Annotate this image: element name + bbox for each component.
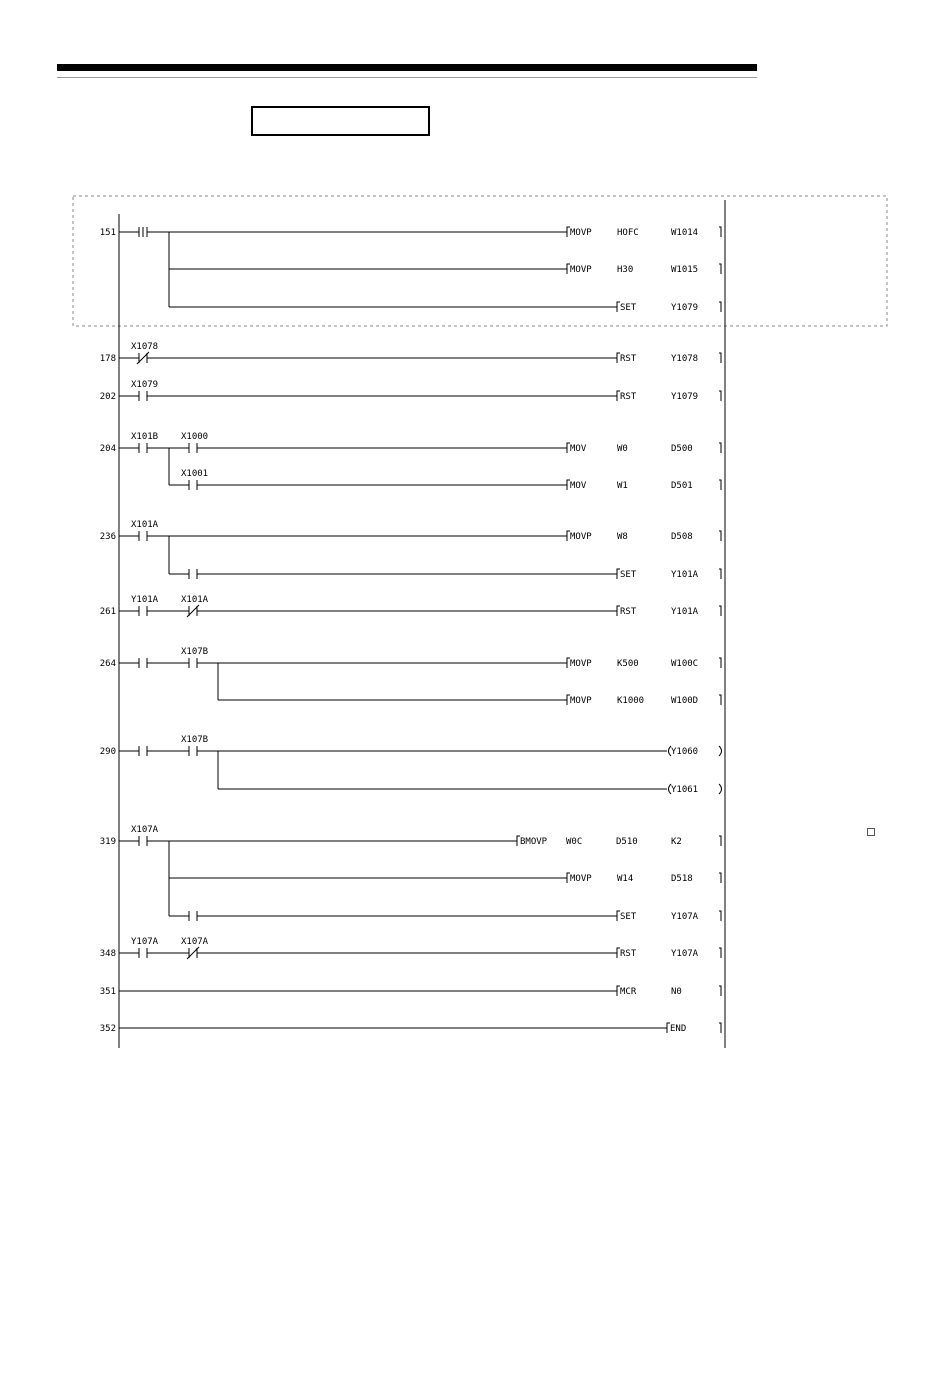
contact-label: X107A: [131, 825, 159, 835]
instruction-arg: N0: [671, 987, 682, 997]
instruction-arg: K1000: [617, 696, 645, 706]
step-number: 352: [99, 1024, 116, 1034]
instr-bracket-right: [719, 911, 721, 921]
instruction-arg: W1014: [671, 228, 699, 238]
instr-bracket-right: [719, 658, 721, 668]
step-number: 151: [99, 228, 116, 238]
instr-bracket-right: [719, 443, 721, 453]
contact-label: X1079: [131, 380, 159, 390]
instruction-name: MOVP: [570, 874, 592, 884]
instruction-arg: W0: [617, 444, 628, 454]
coil-right: [719, 746, 722, 756]
instruction-arg: Y1079: [671, 303, 699, 313]
contact-label: X1078: [131, 342, 159, 352]
instruction-arg: W100C: [671, 659, 699, 669]
instruction-name: MOVP: [570, 265, 592, 275]
instr-bracket-right: [719, 986, 721, 996]
contact-label: X107A: [181, 937, 209, 947]
instruction-arg: D500: [671, 444, 693, 454]
instruction-arg: W100D: [671, 696, 699, 706]
step-number: 202: [99, 392, 116, 402]
coil-right: [719, 784, 722, 794]
step-number: 236: [99, 532, 116, 542]
instruction-name: MOVP: [570, 696, 592, 706]
instr-bracket-right: [719, 873, 721, 883]
instruction-name: SET: [620, 912, 637, 922]
instruction-arg: Y101A: [671, 570, 699, 580]
instr-bracket-right: [719, 1023, 721, 1033]
instruction-arg: Y107A: [671, 912, 699, 922]
instr-bracket-right: [719, 227, 721, 237]
instruction-arg: H30: [617, 265, 634, 275]
instruction-name: END: [670, 1024, 687, 1034]
step-number: 178: [99, 354, 116, 364]
contact-label: X107B: [181, 647, 209, 657]
instr-bracket-right: [719, 302, 721, 312]
instruction-name: MOVP: [570, 228, 592, 238]
step-number: 264: [99, 659, 116, 669]
instruction-arg: W1015: [671, 265, 699, 275]
instruction-arg: HOFC: [617, 228, 639, 238]
instruction-arg: D508: [671, 532, 693, 542]
instr-bracket-right: [719, 569, 721, 579]
instruction-arg: Y1079: [671, 392, 699, 402]
instruction-arg: D501: [671, 481, 693, 491]
instruction-arg: W14: [617, 874, 634, 884]
instruction-name: MCR: [620, 987, 637, 997]
step-number: 204: [99, 444, 116, 454]
instruction-name: SET: [620, 570, 637, 580]
instruction-name: RST: [620, 354, 637, 364]
contact-label: X107B: [181, 735, 209, 745]
contact-label: Y107A: [131, 937, 159, 947]
instruction-name: MOV: [570, 444, 587, 454]
instruction-name: RST: [620, 949, 637, 959]
contact-label: Y101A: [131, 595, 159, 605]
contact-label: X101A: [181, 595, 209, 605]
coil-label: Y1061: [671, 785, 699, 795]
instr-bracket-right: [719, 264, 721, 274]
instruction-arg: Y101A: [671, 607, 699, 617]
step-number: 319: [99, 837, 116, 847]
instruction-name: RST: [620, 607, 637, 617]
step-number: 261: [99, 607, 116, 617]
instruction-arg: K500: [617, 659, 639, 669]
contact-label: X101A: [131, 520, 159, 530]
instruction-arg: Y1078: [671, 354, 699, 364]
instruction-arg: W0C: [566, 837, 583, 847]
instruction-arg: D510: [616, 837, 638, 847]
square-outline-icon: [867, 828, 875, 836]
step-number: 351: [99, 987, 116, 997]
instr-bracket-right: [719, 836, 721, 846]
instr-bracket-right: [719, 391, 721, 401]
instruction-arg: D518: [671, 874, 693, 884]
contact-label: X1001: [181, 469, 209, 479]
instruction-name: MOVP: [570, 532, 592, 542]
contact-label: X101B: [131, 432, 159, 442]
contact-label: X1000: [181, 432, 209, 442]
step-number: 290: [99, 747, 116, 757]
instr-bracket-right: [719, 948, 721, 958]
instr-bracket-right: [719, 531, 721, 541]
instruction-arg: W1: [617, 481, 628, 491]
instr-bracket-right: [719, 695, 721, 705]
step-number: 348: [99, 949, 116, 959]
instruction-name: BMOVP: [520, 837, 548, 847]
instruction-name: RST: [620, 392, 637, 402]
instruction-arg: W8: [617, 532, 628, 542]
instruction-name: MOVP: [570, 659, 592, 669]
instruction-name: MOV: [570, 481, 587, 491]
instr-bracket-right: [719, 353, 721, 363]
instruction-arg: Y107A: [671, 949, 699, 959]
instr-bracket-right: [719, 606, 721, 616]
instruction-name: SET: [620, 303, 637, 313]
instr-bracket-right: [719, 480, 721, 490]
instruction-arg: K2: [671, 837, 682, 847]
rungs: [100, 227, 722, 1034]
coil-label: Y1060: [671, 747, 699, 757]
